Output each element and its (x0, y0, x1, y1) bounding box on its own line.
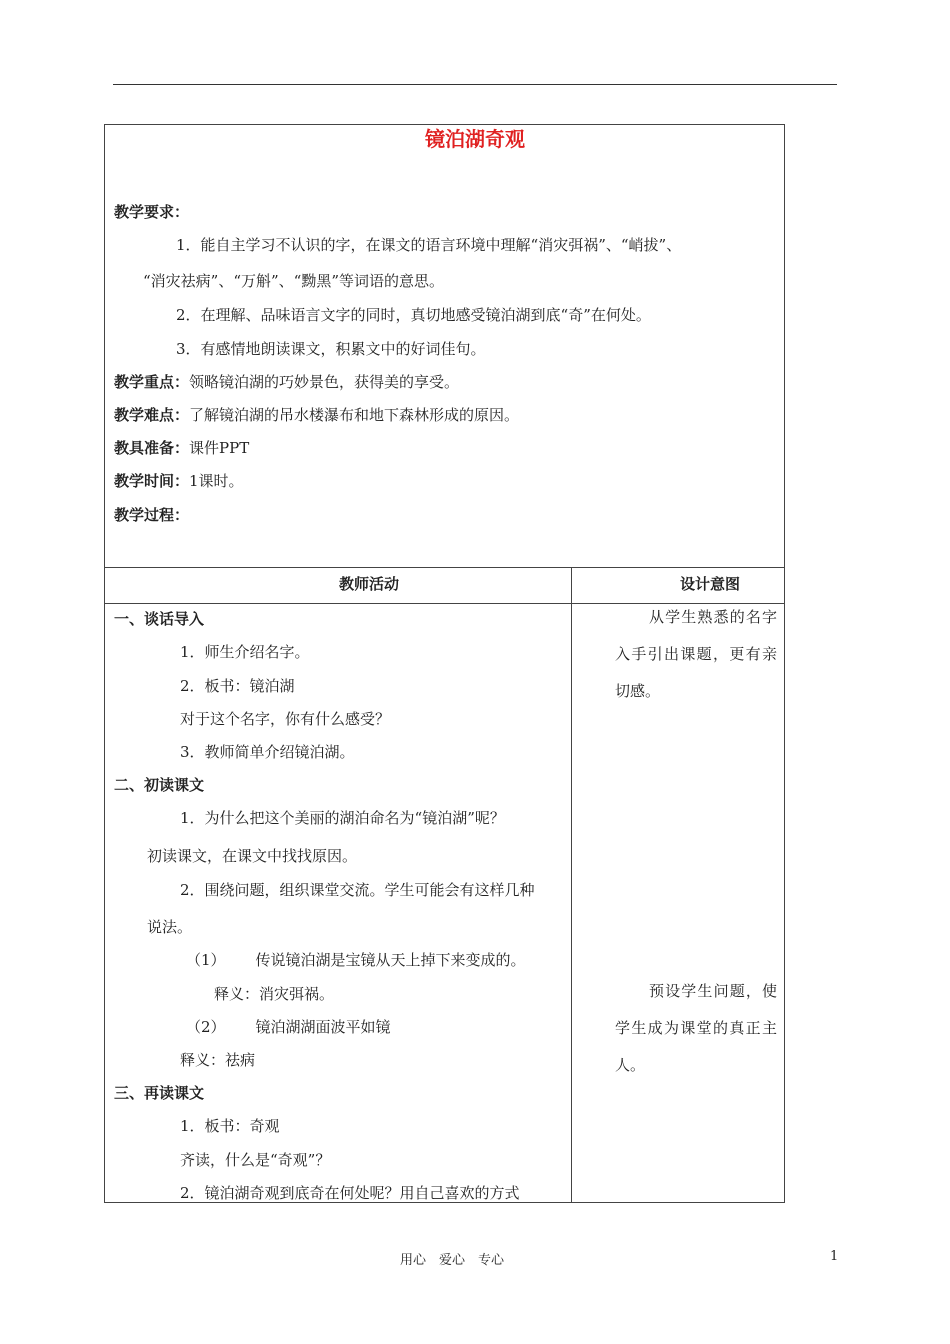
column-header-design-intent: 设计意图 (680, 575, 741, 593)
section-1-heading: 一、谈话导入 (114, 610, 205, 628)
key-point-text: 领略镜泊湖的巧妙景色，获得美的享受。 (189, 373, 460, 391)
section-3-line-2: 齐读，什么是“奇观”？ (180, 1151, 331, 1169)
materials-row (114, 437, 249, 458)
item-text: 传说镜泊湖是宝镜从天上掉下来变成的。 (255, 951, 526, 969)
requirement-1-line-2: “消灾祛病”、“万斛”、“黝黑”等词语的意思。 (143, 272, 445, 290)
item-text: 镜泊湖湖面波平如镜 (255, 1018, 391, 1036)
section-2-line-7 (186, 1016, 391, 1037)
section-2-line-5 (186, 949, 526, 970)
requirement-3: 3．有感情地朗读课文，积累文中的好词佳句。 (176, 340, 486, 358)
time-text: 1课时。 (189, 472, 244, 490)
page-title: 镜泊湖奇观 (425, 127, 525, 151)
section-2-line-4: 说法。 (147, 918, 193, 936)
difficulty-label: 教学难点： (114, 406, 190, 424)
section-3-line-1: 1．板书：奇观 (180, 1117, 280, 1135)
time-label: 教学时间： (114, 472, 190, 490)
section-2-line-1: 1．为什么把这个美丽的湖泊命名为“镜泊湖”呢？ (180, 809, 505, 827)
section-2-line-8: 释义：祛病 (180, 1051, 256, 1069)
key-point-row (114, 371, 459, 392)
column-header-teacher-activity: 教师活动 (339, 575, 400, 593)
section-2-line-6: 释义：消灾弭祸。 (214, 985, 335, 1003)
difficulty-text: 了解镜泊湖的吊水楼瀑布和地下森林形成的原因。 (189, 406, 520, 424)
time-row (114, 470, 244, 491)
section-1-line-2: 2．板书：镜泊湖 (180, 677, 295, 695)
section-1-line-4: 3．教师简单介绍镜泊湖。 (180, 743, 355, 761)
section-2-line-2: 初读课文，在课文中找找原因。 (147, 847, 358, 865)
section-2-heading: 二、初读课文 (114, 776, 205, 794)
requirements-heading: 教学要求： (114, 203, 190, 221)
requirement-2: 2．在理解、品味语言文字的同时，真切地感受镜泊湖到底“奇”在何处。 (176, 306, 651, 324)
section-1-line-3: 对于这个名字，你有什么感受？ (180, 710, 391, 728)
process-label: 教学过程： (114, 506, 190, 524)
materials-label: 教具准备： (114, 439, 190, 457)
table-column-divider (571, 567, 572, 1203)
section-3-heading: 三、再读课文 (114, 1084, 205, 1102)
materials-text: 课件PPT (189, 439, 250, 457)
item-number: （1） (186, 951, 226, 969)
design-note-1: 从学生熟悉的名字入手引出课题，更有亲切感。 (615, 608, 777, 700)
key-point-label: 教学重点： (114, 373, 190, 391)
section-3-line-3: 2．镜泊湖奇观到底奇在何处呢？用自己喜欢的方式 (180, 1184, 520, 1202)
footer-motto: 用心 爱心 专心 (400, 1253, 505, 1268)
page-number: 1 (830, 1249, 839, 1264)
section-2-line-3: 2．围绕问题，组织课堂交流。学生可能会有这样几种 (180, 881, 535, 899)
design-note-2: 预设学生问题，使学生成为课堂的真正主人。 (615, 982, 777, 1074)
section-1-line-1: 1．师生介绍名字。 (180, 643, 310, 661)
difficulty-row (114, 404, 519, 425)
requirement-1-line-1: 1．能自主学习不认识的字，在课文的语言环境中理解“消灾弭祸”、“峭拔”、 (176, 236, 682, 254)
item-number: （2） (186, 1018, 226, 1036)
header-rule (113, 84, 837, 85)
